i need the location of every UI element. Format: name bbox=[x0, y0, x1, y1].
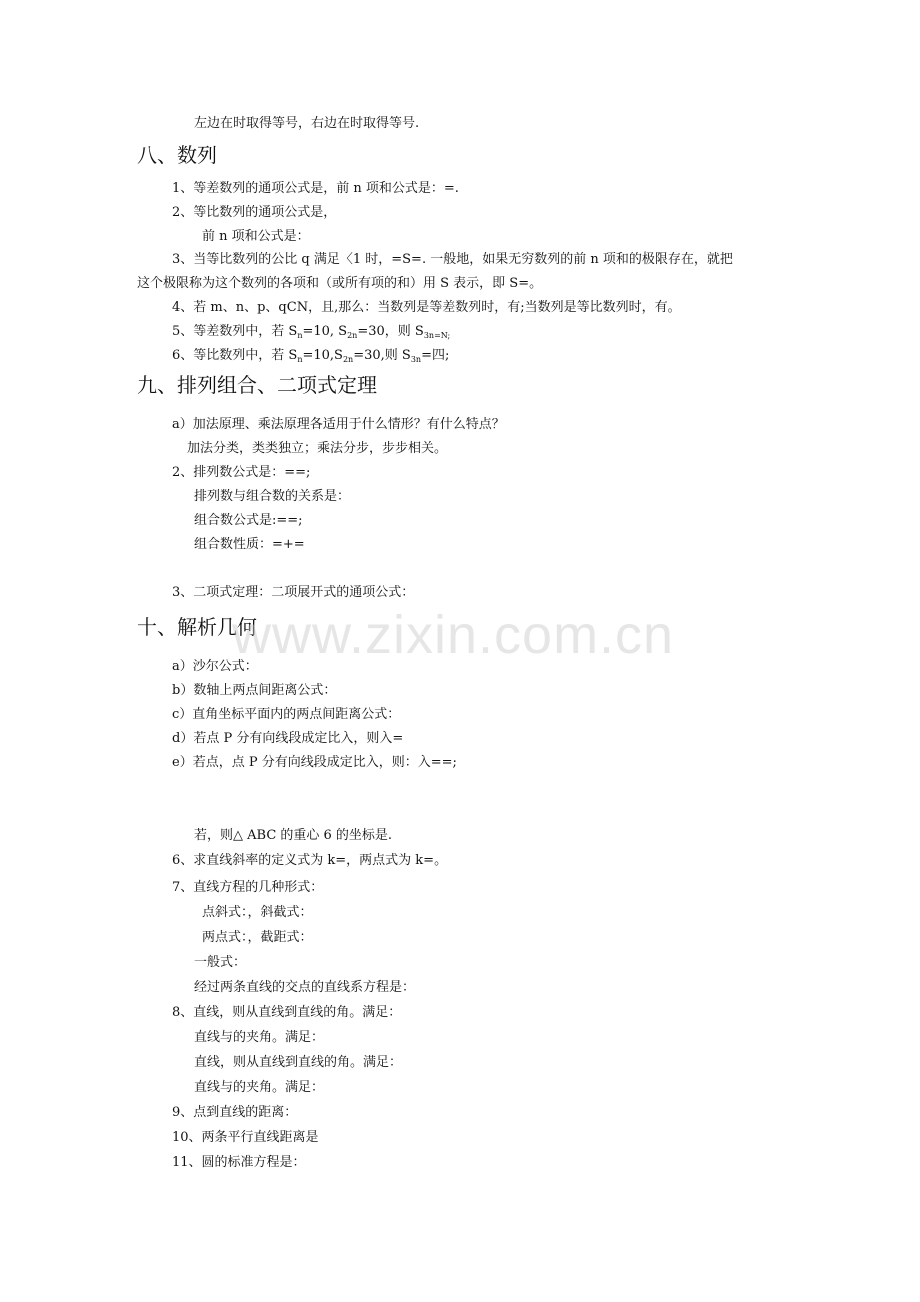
text-fragment: 6、等比数列中，若 S bbox=[172, 348, 298, 363]
text-line: 9、点到直线的距离： bbox=[172, 1105, 298, 1120]
text-line: c）直角坐标平面内的两点间距离公式： bbox=[172, 707, 401, 722]
text-line: 左边在时取得等号，右边在时取得等号. bbox=[194, 116, 420, 131]
text-line: 7、直线方程的几种形式： bbox=[172, 880, 324, 895]
text-line: 组合数公式是:==; bbox=[194, 513, 303, 528]
section-heading: 十、解析几何 bbox=[137, 615, 257, 639]
text-line: 前 n 项和公式是： bbox=[202, 229, 310, 244]
watermark: www.zixin.com.cn bbox=[232, 605, 675, 665]
text-fragment: =10, S bbox=[302, 324, 348, 339]
text-line: 两点式：，截距式： bbox=[202, 930, 313, 945]
text-line: d）若点 P 分有向线段成定比入，则入= bbox=[172, 731, 404, 746]
subscript: n bbox=[297, 355, 303, 364]
section-heading: 八、数列 bbox=[137, 143, 217, 167]
subscript: 2n bbox=[342, 355, 354, 364]
text-line: b）数轴上两点间距离公式： bbox=[172, 683, 337, 698]
text-line: 直线与的夹角。满足： bbox=[194, 1030, 325, 1045]
text-line: 一般式： bbox=[194, 955, 247, 970]
subscript: =N; bbox=[434, 331, 451, 340]
text-line: a）加法原理、乘法原理各适用于什么情形？有什么特点？ bbox=[172, 417, 505, 432]
text-line: a）沙尔公式： bbox=[172, 659, 258, 674]
text-line: 直线与的夹角。满足： bbox=[194, 1080, 325, 1095]
text-line: 排列数与组合数的关系是： bbox=[194, 489, 351, 504]
text-line: 直线，则从直线到直线的角。满足： bbox=[194, 1055, 403, 1070]
section-heading: 九、排列组合、二项式定理 bbox=[137, 373, 377, 397]
text-line: 3、二项式定理：二项展开式的通项公式： bbox=[172, 585, 415, 600]
text-line: 2、排列数公式是：==; bbox=[172, 465, 311, 480]
text-line: 2、等比数列的通项公式是， bbox=[172, 205, 337, 220]
text-fragment: =四; bbox=[421, 348, 450, 363]
text-line: 6、求直线斜率的定义式为 k=，两点式为 k=。 bbox=[172, 853, 448, 868]
text-line: 经过两条直线的交点的直线系方程是： bbox=[194, 980, 416, 995]
text-line: 8、直线，则从直线到直线的角。满足： bbox=[172, 1005, 402, 1020]
text-line: 加法分类，类类独立；乘法分步，步步相关。 bbox=[187, 441, 448, 456]
text-line: 若，则△ ABC 的重心 6 的坐标是. bbox=[194, 828, 393, 843]
text-fragment: 5、等差数列中，若 S bbox=[172, 324, 298, 339]
text-line: 组合数性质：=+= bbox=[194, 537, 305, 552]
text-line: 4、若 m、n、p、qCN，且,那么：当数列是等差数列时，有;当数列是等比数列时，有。 bbox=[172, 300, 681, 315]
text-line: 点斜式：，斜截式： bbox=[202, 905, 313, 920]
text-fragment: =30,则 S bbox=[353, 348, 411, 363]
text-line: 10、两条平行直线距离是 bbox=[172, 1130, 319, 1145]
subscript: 2n bbox=[347, 331, 358, 340]
text-line: 1、等差数列的通项公式是，前 n 项和公式是：=. bbox=[172, 181, 459, 196]
text-fragment: =30，则 S bbox=[357, 324, 424, 339]
text-line bbox=[172, 347, 449, 365]
text-fragment: =10,S bbox=[302, 348, 343, 363]
subscript: 3n bbox=[410, 355, 422, 364]
text-line: e）若点，点 P 分有向线段成定比入，则：入==; bbox=[172, 755, 457, 770]
text-line: 3、当等比数列的公比 q 满足〈1 时，=S=. 一般地，如果无穷数列的前 n 项和的极限存在，就把 bbox=[172, 252, 733, 267]
subscript: n bbox=[297, 331, 303, 340]
text-line: 11、圆的标准方程是： bbox=[172, 1155, 306, 1170]
text-line bbox=[172, 323, 450, 341]
text-line: 这个极限称为这个数列的各项和（或所有项的和）用 S 表示，即 S=。 bbox=[137, 276, 543, 291]
subscript: 3n bbox=[423, 331, 435, 340]
